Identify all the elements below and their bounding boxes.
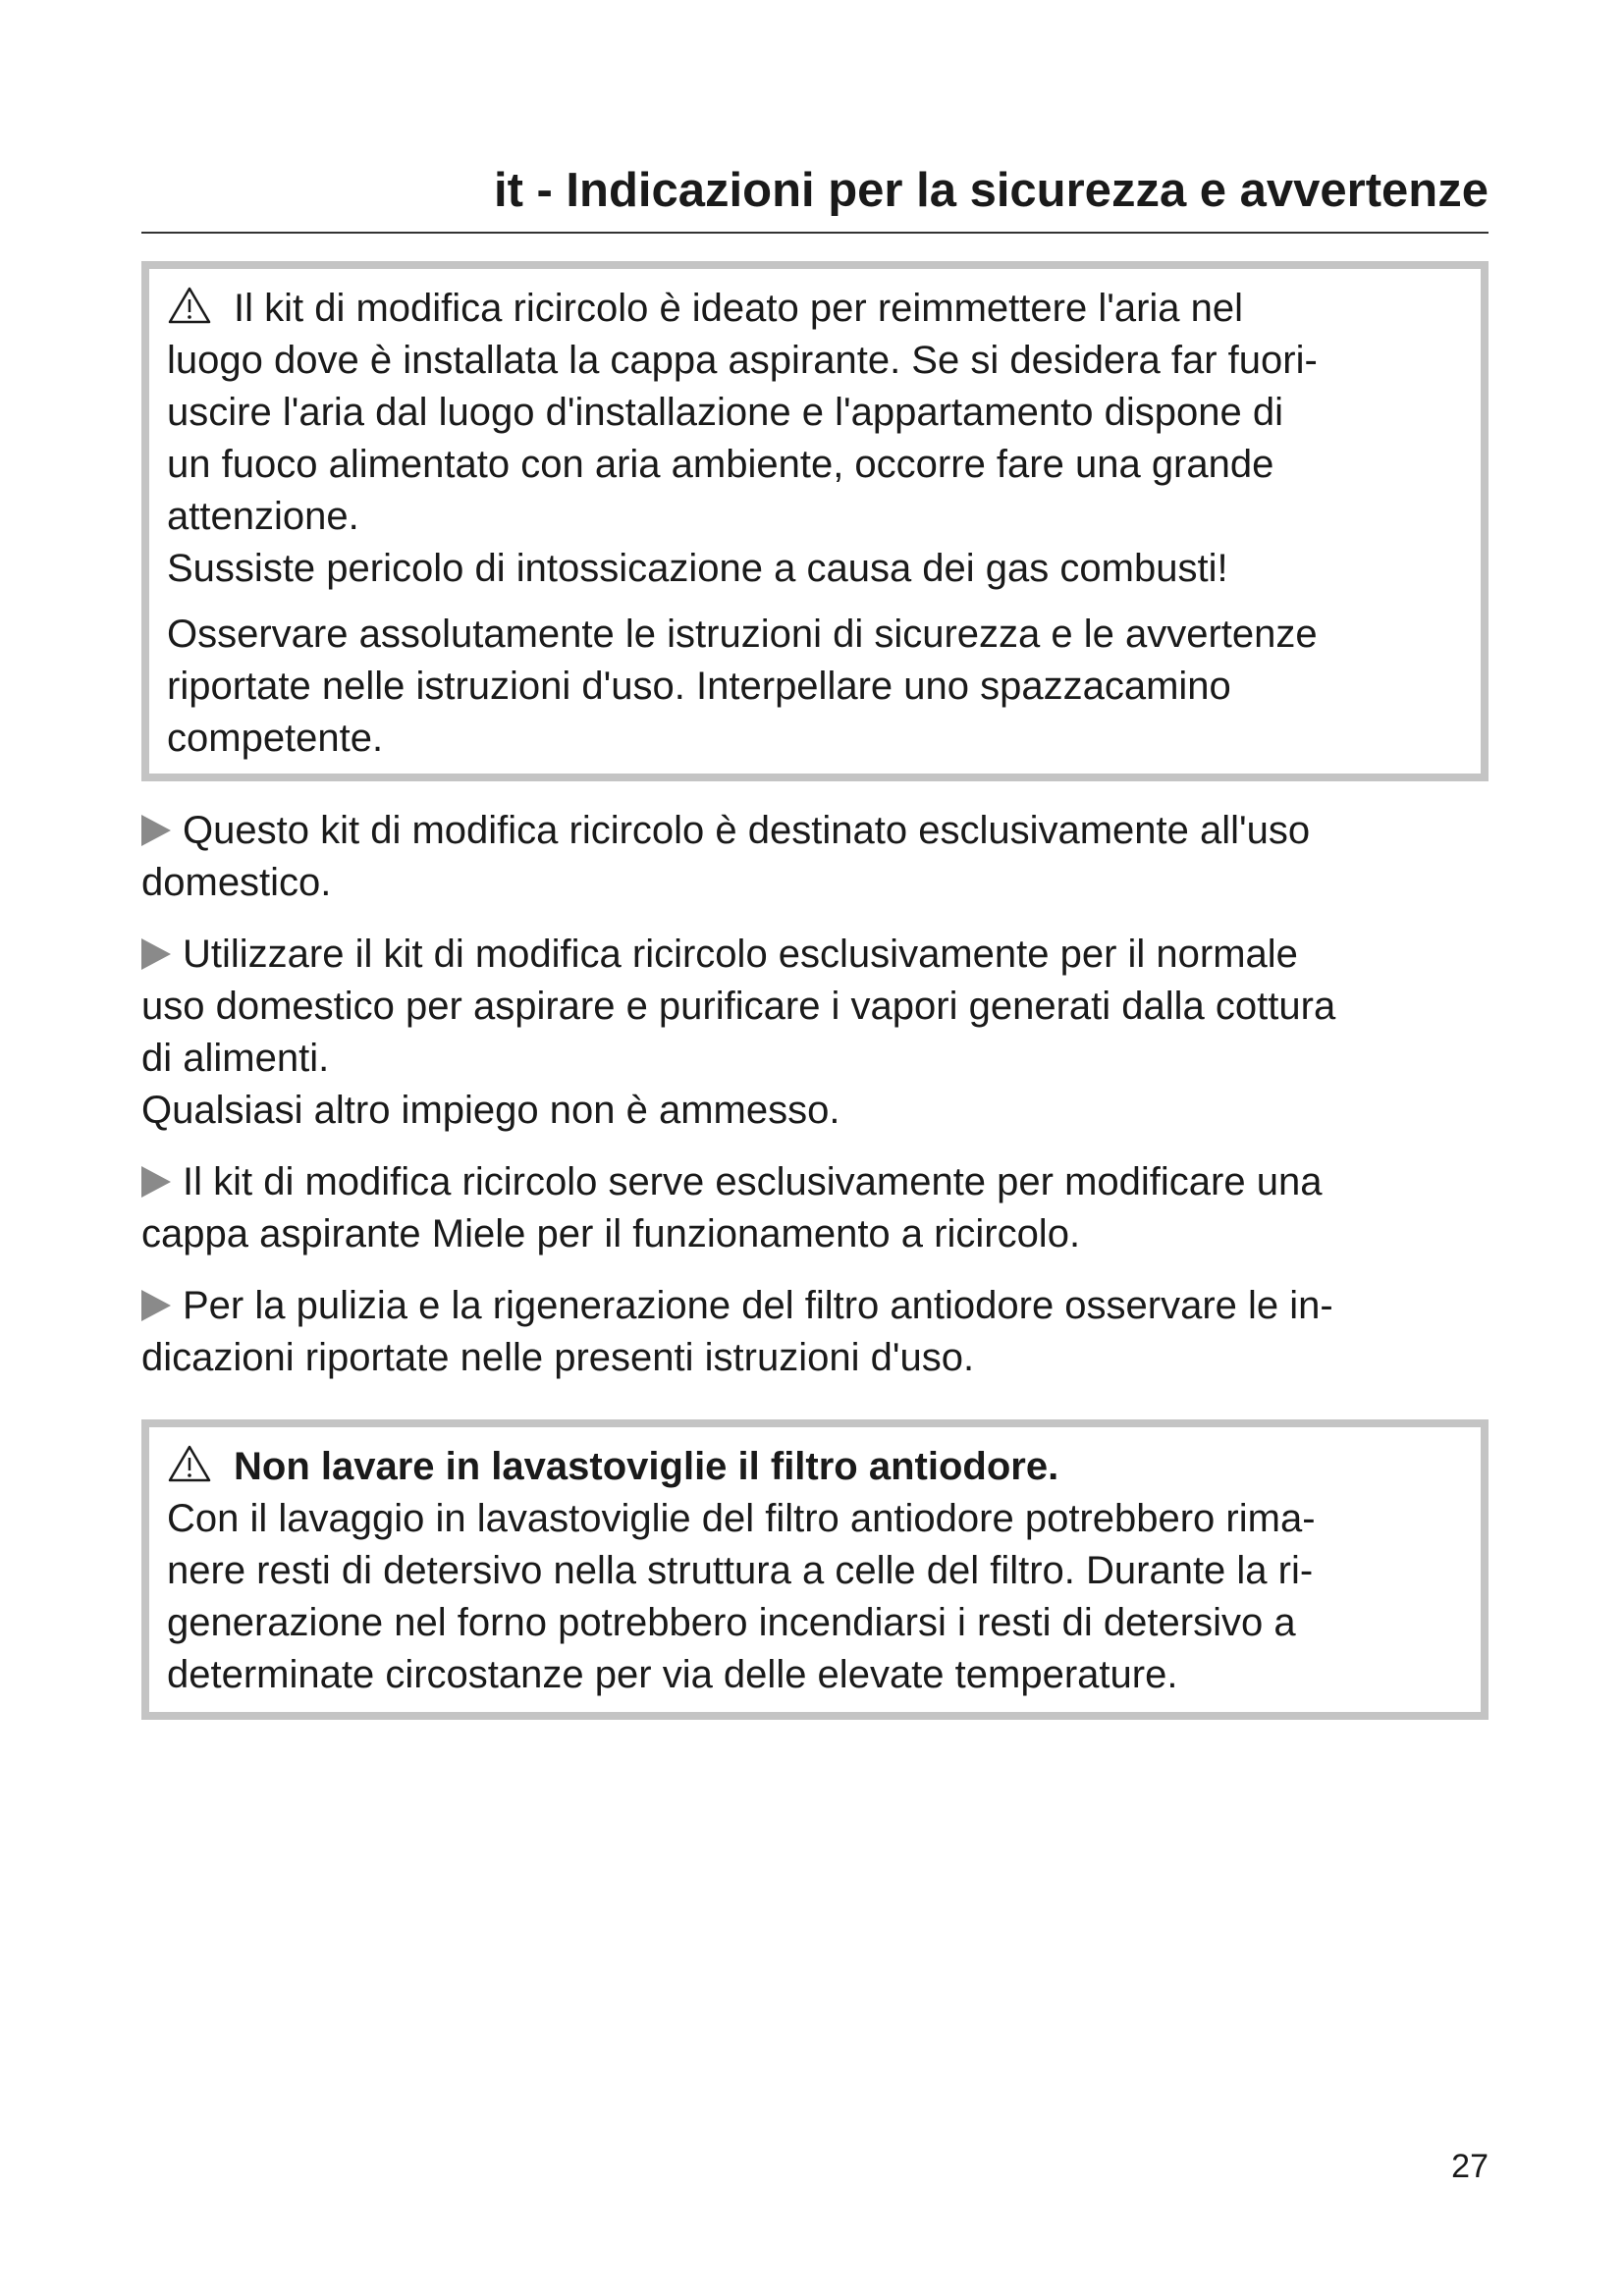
bullet-list (141, 805, 1489, 1404)
bullet-line: cappa aspirante Miele per il funzionamento a ricircolo. (141, 1212, 1081, 1255)
warning-line: Con il lavaggio in lavastoviglie del filtro antiodore potrebbero rima- (167, 1497, 1316, 1540)
bullet-line: di alimenti. (141, 1037, 330, 1080)
warning-triangle-icon (167, 1444, 212, 1483)
warning-box-content (167, 1441, 1463, 1701)
bullet-item-cleaning (141, 1280, 1489, 1384)
bullet-line: Il kit di modifica ricircolo serve esclusivamente per modificare una (141, 1156, 1489, 1208)
warning-box-recirculation (141, 261, 1489, 781)
page-title: it - Indicazioni per la sicurezza e avvertenze (493, 164, 1489, 217)
bullet-item-domestic-use (141, 805, 1489, 909)
warning-line: Osservare assolutamente le istruzioni di sicurezza e le avvertenze (167, 613, 1318, 656)
warning-line: attenzione. (167, 495, 359, 538)
warning-line: Sussiste pericolo di intossicazione a causa dei gas combusti! (167, 547, 1228, 590)
bullet-item-normal-use (141, 929, 1489, 1137)
warning-line: Il kit di modifica ricircolo è ideato per reimmettere l'aria nel (167, 283, 1463, 335)
warning-triangle-icon (167, 286, 212, 325)
bullet-item-conversion (141, 1156, 1489, 1260)
warning-line: luogo dove è installata la cappa aspirante. Se si desidera far fuori- (167, 339, 1318, 382)
warning-line: riportate nelle istruzioni d'uso. Interpellare uno spazzacamino (167, 665, 1231, 708)
bullet-line: dicazioni riportate nelle presenti istruzioni d'uso. (141, 1336, 975, 1379)
bullet-line: Per la pulizia e la rigenerazione del filtro antiodore osservare le in- (141, 1280, 1489, 1332)
page-header (141, 155, 1489, 234)
bullet-line: Utilizzare il kit di modifica ricircolo esclusivamente per il normale (141, 929, 1489, 981)
warning-box-dishwasher (141, 1419, 1489, 1720)
bullet-arrow-icon (141, 938, 171, 970)
bullet-arrow-icon (141, 815, 171, 846)
warning-line: determinate circostanze per via delle elevate temperature. (167, 1653, 1178, 1696)
warning-line: competente. (167, 717, 384, 760)
bullet-line: Qualsiasi altro impiego non è ammesso. (141, 1089, 840, 1132)
warning-line: un fuoco alimentato con aria ambiente, occorre fare una grande (167, 443, 1274, 486)
warning-box-content (167, 283, 1463, 765)
warning-heading: Non lavare in lavastoviglie il filtro antiodore. (167, 1441, 1463, 1493)
page-number: 27 (1451, 2148, 1489, 2185)
warning-line: uscire l'aria dal luogo d'installazione e l'appartamento dispone di (167, 391, 1283, 434)
bullet-arrow-icon (141, 1290, 171, 1321)
warning-line: generazione nel forno potrebbero incendiarsi i resti di detersivo a (167, 1601, 1296, 1644)
bullet-line: uso domestico per aspirare e purificare i vapori generati dalla cottura (141, 985, 1336, 1028)
bullet-line: domestico. (141, 861, 332, 904)
bullet-line: Questo kit di modifica ricircolo è destinato esclusivamente all'uso (141, 805, 1489, 857)
bullet-arrow-icon (141, 1166, 171, 1198)
warning-line: nere resti di detersivo nella struttura a celle del filtro. Durante la ri- (167, 1549, 1314, 1592)
